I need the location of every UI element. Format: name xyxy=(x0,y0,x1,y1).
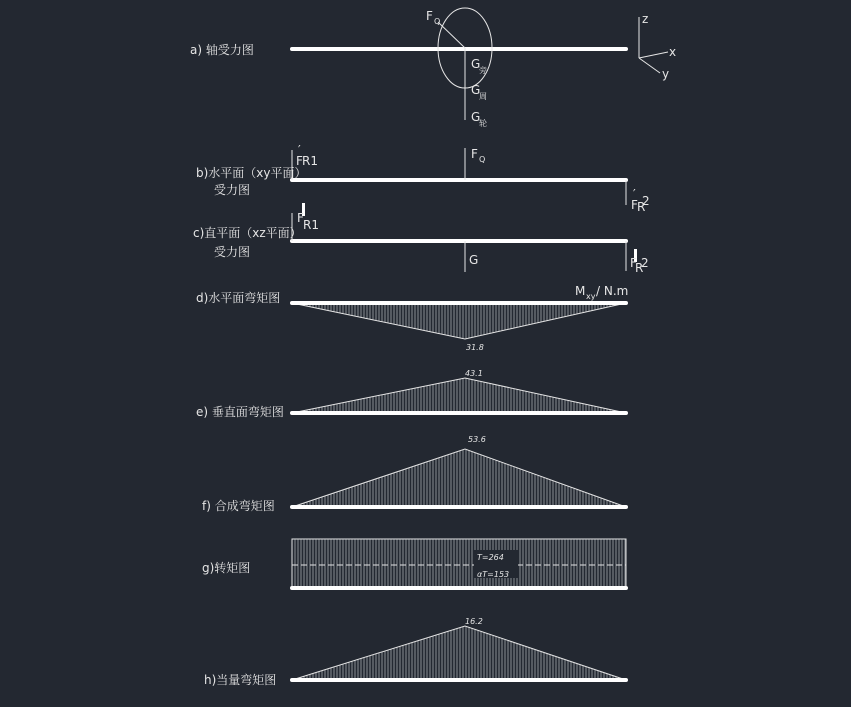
fr1-b-label: F xyxy=(296,154,303,168)
label-f: f) 合成弯矩图 xyxy=(202,499,275,513)
label-d: d)水平面弯矩图 xyxy=(196,291,281,305)
moment-h-value: 16.2 xyxy=(465,617,483,626)
moment-d-hatch xyxy=(295,303,625,339)
g3-label: G xyxy=(471,110,481,124)
moment-unit-sub: xy xyxy=(586,292,596,301)
label-c-line1: c)直平面（xz平面） xyxy=(193,226,302,240)
label-a: a) 轴受力图 xyxy=(190,43,254,57)
torque-alpha-value: αT=153 xyxy=(477,570,510,579)
g-c-label: G xyxy=(469,253,479,267)
label-c-line2: 受力图 xyxy=(214,245,251,259)
fr2-b-label: F xyxy=(631,198,638,212)
label-g: g)转矩图 xyxy=(202,561,251,575)
fq-b-sub: Q xyxy=(479,155,486,164)
g2-label: G xyxy=(471,83,481,97)
axis-x-label: x xyxy=(669,45,677,59)
torque-outline xyxy=(292,539,626,588)
moment-f-hatch xyxy=(295,449,625,507)
moment-f-outline xyxy=(292,449,626,507)
fr1-b-sub: R1 xyxy=(302,154,318,168)
moment-e-hatch xyxy=(295,378,625,413)
axis-z-label: z xyxy=(642,12,649,26)
moment-h-outline xyxy=(292,626,626,680)
g1-sub: 旁 xyxy=(479,66,487,75)
moment-unit-m: M xyxy=(575,284,586,298)
moment-e-outline xyxy=(292,378,626,413)
g1-label: G xyxy=(471,57,481,71)
fr2-c-sub: R xyxy=(635,261,644,275)
fq-b-label: F xyxy=(471,147,478,161)
fr2-b-num: 2 xyxy=(642,194,650,208)
fr1-c-label: F xyxy=(297,211,304,225)
torque-value: T=264 xyxy=(477,553,504,562)
label-h: h)当量弯矩图 xyxy=(204,673,277,687)
moment-d-value: 31.8 xyxy=(466,343,484,352)
g3-sub: 轮 xyxy=(479,119,487,128)
fr1-c-sub: R1 xyxy=(303,218,319,232)
moment-d-outline xyxy=(292,303,626,339)
label-b-line2: 受力图 xyxy=(214,183,251,197)
fq-arrow-line xyxy=(438,22,465,48)
moment-h-hatch xyxy=(295,626,625,680)
moment-e-value: 43.1 xyxy=(465,369,483,378)
moment-unit-rest: / N.m xyxy=(596,284,629,298)
torque-hatch xyxy=(295,539,625,588)
axis-y-label: y xyxy=(662,67,670,81)
fq-sub: Q xyxy=(434,17,441,26)
g2-sub: 周 xyxy=(479,92,487,101)
fr2-c-num: 2 xyxy=(641,256,649,270)
fr2-b-sub: R xyxy=(637,200,646,214)
moment-f-value: 53.6 xyxy=(468,435,486,444)
fr2-c-label: F xyxy=(630,256,637,270)
fr1-b-prime: ′ xyxy=(298,143,301,157)
fq-label: F xyxy=(426,9,433,23)
label-b-line1: b)水平面（xy平面） xyxy=(196,166,307,180)
fr2-b-prime: ′ xyxy=(633,187,636,201)
label-e: e) 垂直面弯矩图 xyxy=(196,405,284,419)
